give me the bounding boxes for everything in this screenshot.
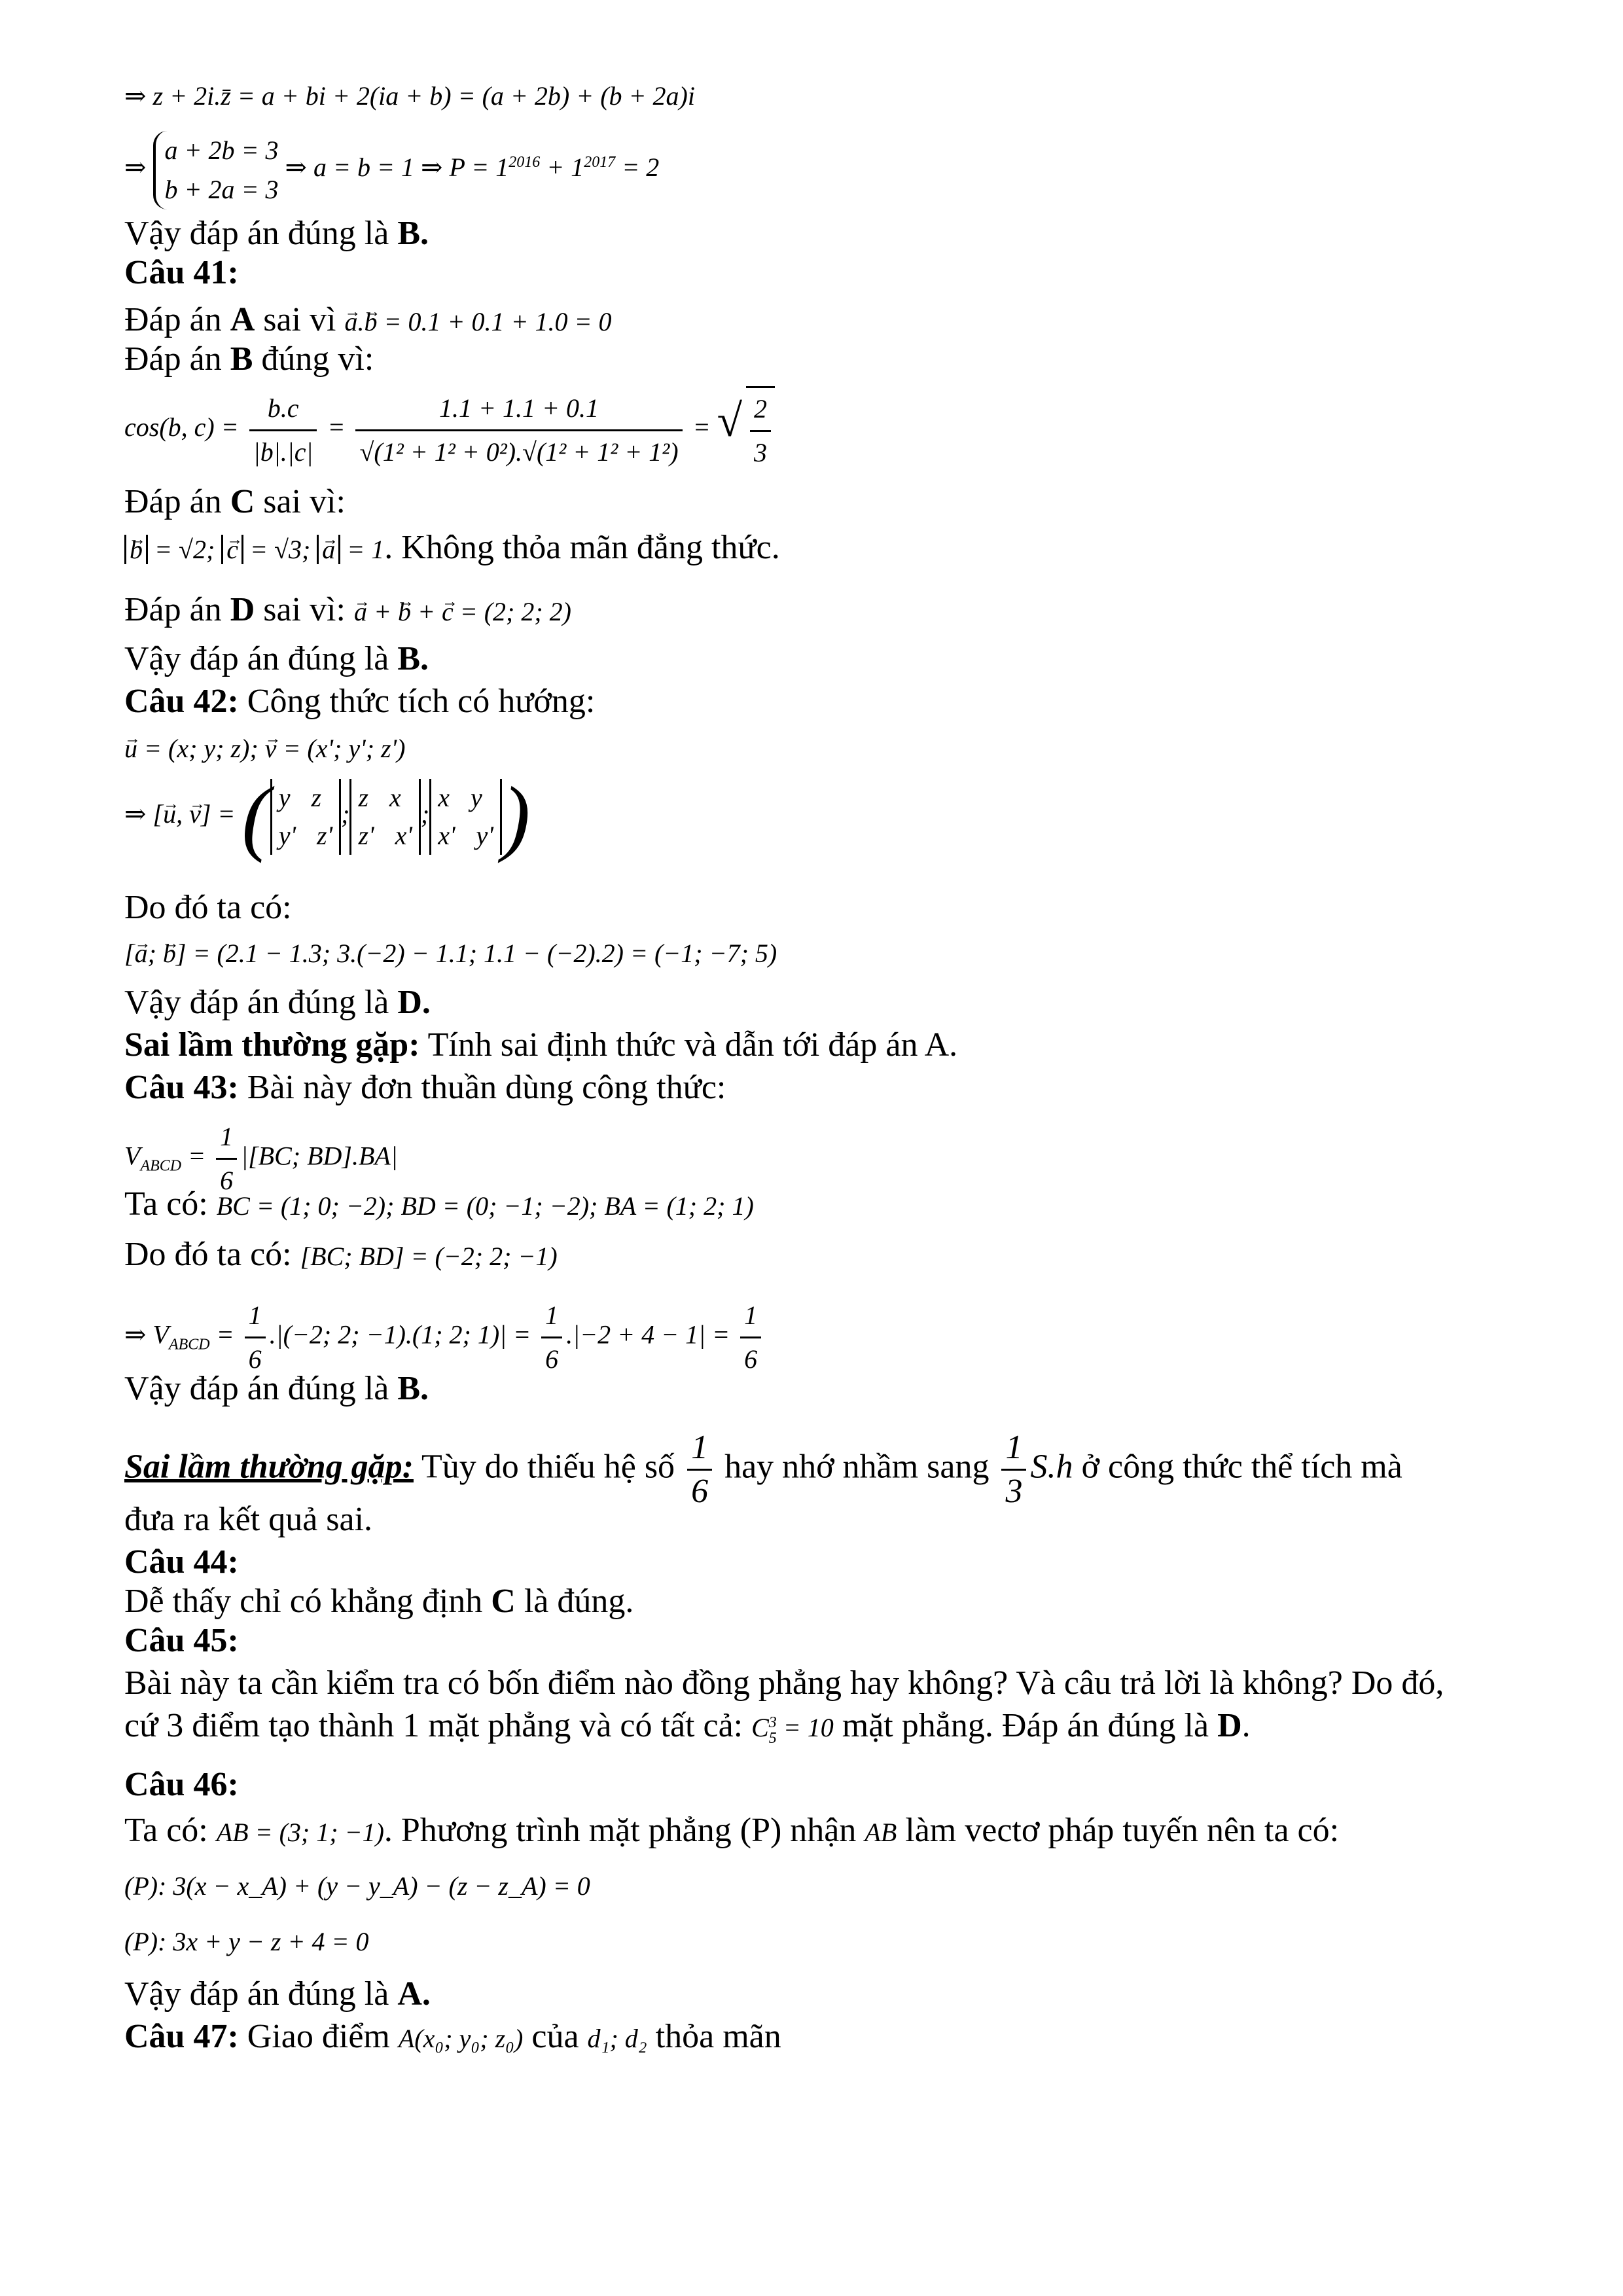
system-eq-1: a + 2b = 3 bbox=[164, 135, 279, 165]
common-mistake-42 bbox=[124, 1024, 957, 1066]
cos-lhs: cos(b, c) = bbox=[124, 412, 239, 442]
line-vectors-uv bbox=[124, 728, 405, 770]
q41-option-c bbox=[124, 481, 346, 523]
vector-values: BC = (1; 0; −2); BD = (0; −1; −2); BA = (1; 2; 1) bbox=[216, 1191, 754, 1221]
question-41-heading: Câu 41: bbox=[124, 254, 239, 291]
mag-a: = 1 bbox=[340, 535, 385, 564]
question-47-heading bbox=[124, 2016, 781, 2060]
question-label: Câu 47: bbox=[124, 2018, 239, 2055]
text: sai vì: bbox=[255, 483, 346, 520]
text: Ta có: bbox=[124, 1812, 217, 1849]
vector-v: → v bbox=[265, 728, 277, 770]
question-46-heading: Câu 46: bbox=[124, 1766, 239, 1803]
line-cross-ab bbox=[124, 933, 777, 975]
answer-letter: D. bbox=[397, 984, 431, 1021]
numerator: 1 bbox=[687, 1427, 712, 1471]
system-eq-2: b + 2a = 3 bbox=[164, 175, 279, 204]
implies-bracket: ⇒ [ bbox=[124, 799, 164, 829]
equals: = bbox=[209, 1319, 241, 1350]
mistake-text-3: ở công thức thể tích mà bbox=[1073, 1448, 1402, 1486]
line-vectors-bc-bd-ba bbox=[124, 1183, 754, 1227]
question-label: Câu 43: bbox=[124, 1069, 239, 1106]
vector-ab-value: AB = (3; 1; −1) bbox=[216, 1818, 384, 1847]
numerator: b.c bbox=[249, 387, 317, 431]
line-system bbox=[124, 131, 659, 209]
det-row-bottom: x' y' bbox=[438, 821, 493, 850]
q44-answer bbox=[124, 1581, 633, 1623]
vector-b: → b bbox=[163, 933, 176, 975]
answer-letter: B. bbox=[397, 640, 429, 677]
mistake-text-2: hay nhớ nhầm sang bbox=[716, 1448, 998, 1486]
text: mặt phẳng. Đáp án đúng là bbox=[833, 1707, 1218, 1744]
denominator: |b|.|c| bbox=[253, 437, 313, 467]
text-therefore: Do đó ta có: bbox=[124, 889, 292, 926]
question-42-heading bbox=[124, 681, 595, 723]
text: cứ 3 điểm tạo thành 1 mặt phẳng và có tất cả: bbox=[124, 1707, 752, 1744]
vector-u: → u bbox=[163, 793, 176, 835]
mag-b: = √2; bbox=[148, 535, 222, 564]
determinant-1 bbox=[270, 779, 341, 855]
q41-option-b bbox=[124, 338, 374, 380]
semicolon: ; bbox=[147, 939, 163, 968]
vector-c: → c bbox=[226, 529, 238, 571]
fraction-bc bbox=[249, 387, 317, 473]
line-cross-product: ⇒ [→ u, → v] = ( y z y' z' ; z x z' x' ; x y x' y' ) bbox=[124, 779, 530, 855]
line-cross-bc-bd bbox=[124, 1234, 558, 1278]
period: . bbox=[1241, 1707, 1251, 1744]
numerator: 1 bbox=[740, 1295, 761, 1338]
cross-value: [BC; BD] = (−2; 2; −1) bbox=[300, 1242, 558, 1271]
answer-line-46 bbox=[124, 1973, 431, 2015]
denominator: 3 bbox=[754, 438, 767, 467]
fraction-numeric bbox=[355, 387, 682, 473]
line-cos-formula bbox=[124, 386, 779, 474]
numerator: 1 bbox=[245, 1295, 266, 1338]
q45-text-1: Bài này ta cần kiểm tra có bốn điểm nào đồng phẳng hay không? Và câu trả lời là không? Do đó, bbox=[124, 1664, 1444, 1702]
lines-d1-d2: d₁; d₂ bbox=[587, 2024, 647, 2053]
text: đúng vì: bbox=[253, 340, 374, 378]
mistake-continuation: đưa ra kết quả sai. bbox=[124, 1501, 373, 1538]
vector-ab: AB bbox=[865, 1818, 897, 1847]
vector-u: → u bbox=[124, 728, 137, 770]
numerator: 1 bbox=[541, 1295, 562, 1338]
not-satisfied-text: . Không thỏa mãn đẳng thức. bbox=[384, 529, 780, 566]
question-label: Câu 42: bbox=[124, 683, 239, 720]
exponent-2017: 2017 bbox=[584, 153, 616, 171]
implies-arrow: ⇒ bbox=[124, 152, 147, 183]
text: sai vì bbox=[255, 301, 345, 338]
answer-line-41 bbox=[124, 638, 429, 680]
volume-body: |[BC; BD].BA| bbox=[241, 1141, 398, 1171]
equals: = bbox=[327, 412, 346, 442]
mag-c: = √3; bbox=[243, 535, 317, 564]
det-row-top: x y bbox=[438, 783, 482, 812]
option-letter: D bbox=[230, 591, 255, 628]
comma: , bbox=[176, 799, 190, 829]
combination-k: 3 bbox=[768, 1713, 777, 1731]
text: . Phương trình mặt phẳng (P) nhận bbox=[383, 1812, 865, 1849]
eq-z-expansion: ⇒ z + 2i.z̄ = a + bi + 2(ia + b) = (a + 2b) + (b + 2a)i bbox=[124, 81, 695, 111]
text: của bbox=[523, 2018, 588, 2055]
combination-value: = 10 bbox=[776, 1713, 834, 1742]
equals: = bbox=[692, 412, 711, 442]
q41-option-a bbox=[124, 299, 611, 343]
determinant-3 bbox=[429, 779, 502, 855]
sum-value: = (2; 2; 2) bbox=[453, 597, 571, 626]
text: thỏa mãn bbox=[647, 2018, 781, 2055]
sh-term: S.h bbox=[1030, 1448, 1073, 1486]
equation-system bbox=[153, 131, 279, 209]
vector-a: → a bbox=[354, 591, 367, 633]
calc-part-1: .|(−2; 2; −1).(1; 2; 1)| = bbox=[269, 1319, 538, 1350]
text: Ta có: bbox=[124, 1185, 217, 1223]
plus-one: + 1 bbox=[540, 152, 584, 183]
text: Giao điểm bbox=[238, 2018, 399, 2055]
fraction-one-third bbox=[1001, 1427, 1026, 1513]
question-text: Công thức tích có hướng: bbox=[238, 683, 596, 720]
option-letter: B bbox=[230, 340, 253, 378]
det-row-top: z x bbox=[358, 783, 401, 812]
v-coords: = (x'; y'; z') bbox=[276, 734, 406, 763]
text: Đáp án bbox=[124, 340, 230, 378]
denominator: 6 bbox=[691, 1473, 709, 1510]
equals: = bbox=[181, 1141, 213, 1171]
answer-text: Vậy đáp án đúng là bbox=[124, 640, 398, 677]
question-45-heading: Câu 45: bbox=[124, 1622, 239, 1659]
denominator: 3 bbox=[1005, 1473, 1023, 1510]
numerator: 2 bbox=[750, 388, 771, 432]
answer-letter: B. bbox=[397, 1370, 429, 1407]
det-row-bottom: z' x' bbox=[358, 821, 412, 850]
determinant-2 bbox=[349, 779, 420, 855]
q46-text bbox=[124, 1810, 1339, 1854]
vector-b: → b bbox=[398, 591, 411, 633]
text: làm vectơ pháp tuyến nên ta có: bbox=[897, 1812, 1340, 1849]
plus: + bbox=[366, 597, 398, 626]
sqrt-sign: √ bbox=[717, 396, 742, 447]
vector-a: → a bbox=[135, 933, 148, 975]
answer-line-43 bbox=[124, 1368, 429, 1410]
plane-equation-general: (P): 3(x − x_A) + (y − y_A) − (z − z_A) = 0 bbox=[124, 1871, 590, 1901]
question-43-heading bbox=[124, 1067, 726, 1109]
text: Đáp án bbox=[124, 483, 230, 520]
equals: ] = bbox=[200, 799, 236, 829]
numerator: 1.1 + 1.1 + 0.1 bbox=[355, 387, 682, 431]
dot-product-value: = 0.1 + 0.1 + 1.0 = 0 bbox=[377, 307, 612, 336]
numerator: 1 bbox=[216, 1116, 237, 1160]
text: Đáp án bbox=[124, 301, 230, 338]
denominator: 6 bbox=[744, 1344, 758, 1374]
text: Dễ thấy chỉ có khẳng định bbox=[124, 1583, 491, 1620]
text: là đúng. bbox=[515, 1583, 634, 1620]
u-coords: = (x; y; z); bbox=[137, 734, 265, 763]
q45-text-2 bbox=[124, 1705, 1251, 1749]
q41-option-d bbox=[124, 589, 571, 633]
denominator: √(1² + 1² + 0²).√(1² + 1² + 1²) bbox=[359, 437, 679, 467]
answer-text: Vậy đáp án đúng là bbox=[124, 215, 398, 252]
answer-text: Vậy đáp án đúng là bbox=[124, 1370, 398, 1407]
numerator: 1 bbox=[1001, 1427, 1026, 1471]
mistake-label: Sai lầm thường gặp: bbox=[124, 1448, 414, 1486]
det-row-bottom: y' z' bbox=[278, 821, 333, 850]
vector-b: → b bbox=[365, 301, 378, 343]
separator: ; bbox=[420, 799, 430, 829]
mistake-text: Tính sai định thức và dẫn tới đáp án A. bbox=[419, 1026, 958, 1064]
fraction-3 bbox=[740, 1295, 761, 1380]
dot: . bbox=[357, 307, 365, 336]
line-z-expansion bbox=[124, 75, 695, 117]
point-a: A(x₀; y₀; z₀) bbox=[398, 2024, 524, 2053]
volume-symbol: V bbox=[124, 1141, 141, 1171]
combination-n: 5 bbox=[768, 1729, 777, 1747]
answer-text: Vậy đáp án đúng là bbox=[124, 1975, 398, 2013]
answer-text: Vậy đáp án đúng là bbox=[124, 984, 398, 1021]
fraction-one-sixth bbox=[687, 1427, 712, 1513]
exponent-2016: 2016 bbox=[508, 153, 541, 171]
volume-subscript: ABCD bbox=[140, 1157, 182, 1175]
answer-letter: B. bbox=[397, 215, 429, 252]
denominator: 6 bbox=[248, 1344, 262, 1374]
fraction-two-thirds bbox=[746, 386, 775, 474]
fraction-2 bbox=[541, 1295, 562, 1380]
separator: ; bbox=[341, 799, 350, 829]
option-letter: C bbox=[230, 483, 255, 520]
implies-v: ⇒ V bbox=[124, 1319, 169, 1350]
text: sai vì: bbox=[255, 591, 354, 628]
vector-a: → a bbox=[345, 301, 358, 343]
vector-v: → v bbox=[189, 793, 201, 835]
answer-letter: A. bbox=[397, 1975, 431, 2013]
answer-line-40 bbox=[124, 213, 429, 255]
mistake-text: Tùy do thiếu hệ số bbox=[413, 1448, 684, 1486]
eq-result: = 2 bbox=[615, 152, 660, 183]
plane-equation-result: (P): 3x + y − z + 4 = 0 bbox=[124, 1927, 369, 1956]
denominator: 6 bbox=[545, 1344, 559, 1374]
det-row-top: y z bbox=[278, 783, 322, 812]
eq-a-b-p: ⇒ a = b = 1 ⇒ P = 1 bbox=[285, 152, 509, 183]
bracket: [ bbox=[124, 939, 135, 968]
vector-a: → a bbox=[322, 529, 335, 571]
denominator: 6 bbox=[220, 1166, 234, 1195]
volume-subscript: ABCD bbox=[168, 1336, 210, 1354]
calc-part-2: .|−2 + 4 − 1| = bbox=[566, 1319, 737, 1350]
text: Do đó ta có: bbox=[124, 1236, 300, 1273]
combination-c: C bbox=[751, 1713, 769, 1742]
question-text: Bài này đơn thuần dùng công thức: bbox=[238, 1069, 726, 1106]
answer-line-42 bbox=[124, 982, 431, 1024]
mistake-label: Sai lầm thường gặp: bbox=[124, 1026, 420, 1064]
text: Đáp án bbox=[124, 591, 230, 628]
plus: + bbox=[410, 597, 442, 626]
option-letter: D bbox=[1217, 1707, 1242, 1744]
vector-c: → c bbox=[442, 591, 454, 633]
option-letter: A bbox=[230, 301, 255, 338]
vector-b: → b bbox=[130, 529, 143, 571]
question-44-heading: Câu 44: bbox=[124, 1543, 239, 1581]
line-magnitudes bbox=[124, 527, 780, 571]
cross-result: ] = (2.1 − 1.3; 3.(−2) − 1.1; 1.1 − (−2).2) = (−1; −7; 5) bbox=[175, 939, 777, 968]
option-letter: C bbox=[491, 1583, 516, 1620]
